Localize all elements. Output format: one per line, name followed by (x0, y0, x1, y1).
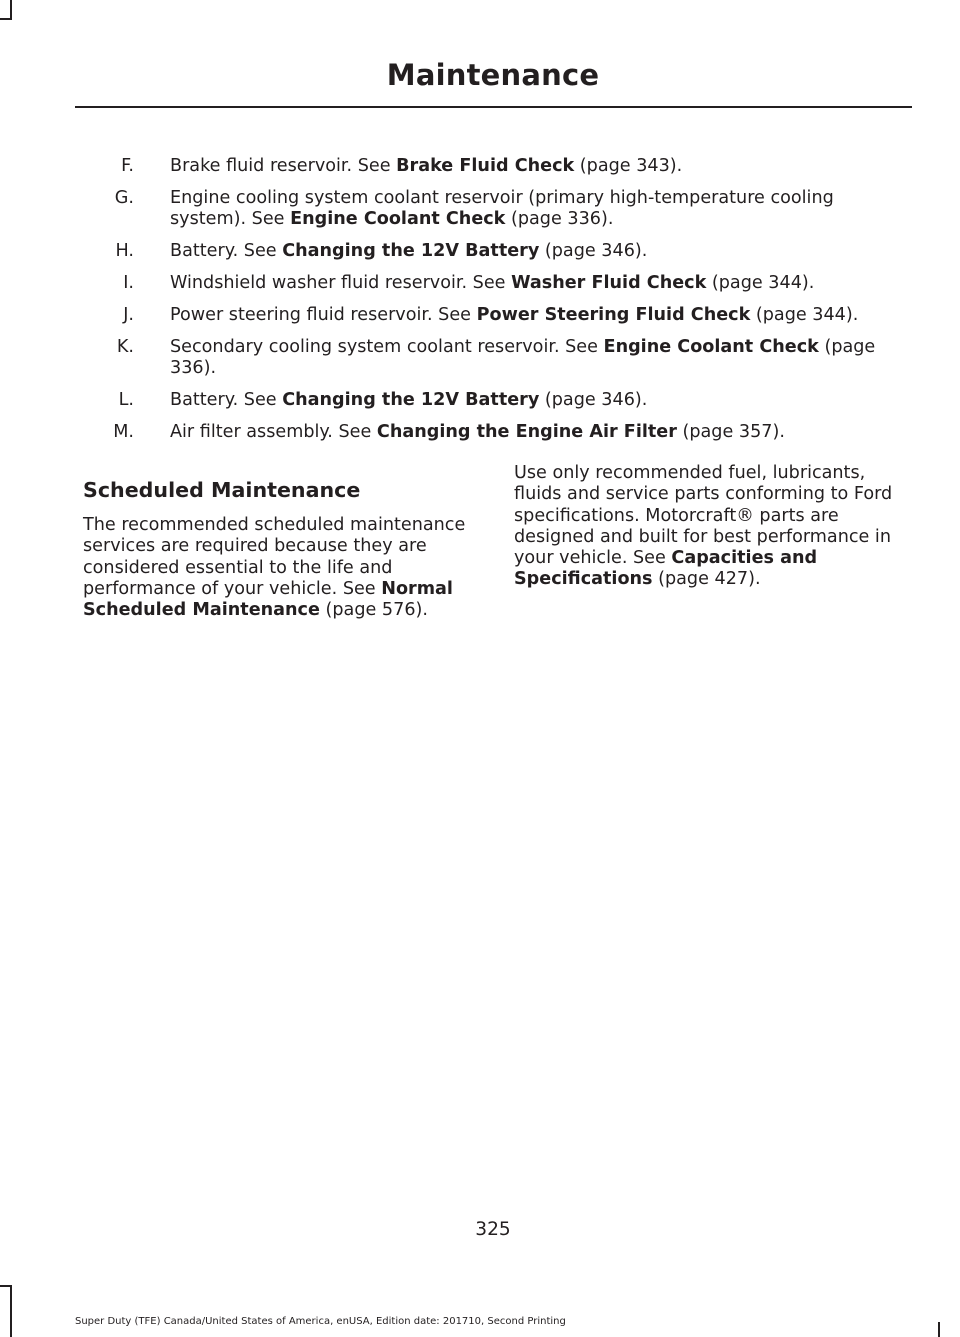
item-text-plain: Engine cooling system coolant reservoir (primary high-temperature cooling system). See (170, 188, 834, 229)
item-text (170, 422, 912, 443)
item-text-plain: Windshield washer fluid reservoir. See (170, 273, 512, 293)
header-rule (75, 106, 912, 108)
item-text (170, 241, 912, 262)
paragraph-page-ref: (page 427). (652, 569, 761, 590)
list-item (90, 273, 912, 294)
crop-mark (10, 0, 12, 20)
item-page-ref: (page 344). (750, 305, 859, 325)
item-text (170, 390, 912, 411)
paragraph (83, 515, 476, 621)
item-letter: G. (114, 188, 134, 208)
paragraph-text: The recommended scheduled maintenance services are required because they are considered essential to the life and performance of your vehicle. See (83, 515, 466, 599)
list-item (90, 390, 912, 411)
item-letter: F. (121, 156, 134, 176)
item-letter: M. (113, 422, 134, 442)
crop-mark (938, 1322, 940, 1337)
item-text-plain: Secondary cooling system coolant reservoir. See (170, 337, 604, 357)
page-title: Maintenance (386, 58, 600, 92)
item-text-plain: Battery. See (170, 241, 283, 261)
list-item (90, 305, 912, 326)
crop-mark (0, 1285, 12, 1287)
crop-mark (10, 1285, 12, 1337)
paragraph (514, 463, 912, 591)
item-text (170, 273, 912, 294)
item-link[interactable]: Changing the Engine Air Filter (376, 422, 677, 442)
crop-mark (0, 18, 12, 20)
item-link[interactable]: Engine Coolant Check (603, 337, 819, 357)
item-letter: J. (123, 305, 134, 325)
list-item (90, 156, 912, 177)
item-link[interactable]: Brake Fluid Check (396, 156, 575, 176)
item-letter: H. (115, 241, 134, 261)
paragraph-page-ref: (page 576). (319, 600, 428, 621)
page-number: 325 (475, 1219, 511, 1240)
list-item (90, 337, 912, 379)
item-link[interactable]: Changing the 12V Battery (282, 390, 540, 410)
item-link[interactable]: Changing the 12V Battery (282, 241, 540, 261)
list-item (90, 188, 912, 230)
item-text-plain: Air filter assembly. See (170, 422, 377, 442)
item-page-ref: (page 346). (539, 390, 648, 410)
item-page-ref: (page 344). (706, 273, 815, 293)
item-letter: K. (116, 337, 134, 357)
item-page-ref: (page 343). (574, 156, 683, 176)
item-page-ref: (page 357). (676, 422, 785, 442)
item-text (170, 305, 912, 326)
item-link[interactable]: Engine Coolant Check (290, 209, 506, 229)
list-item (90, 241, 912, 262)
item-text (170, 188, 912, 230)
paragraph-text: Use only recommended fuel, lubricants, fluids and service parts conforming to Ford specifications. Motorcraft® parts are designed and built for best performance in your vehicle. See (514, 463, 893, 569)
item-link[interactable]: Power Steering Fluid Check (476, 305, 751, 325)
item-page-ref: (page 336). (170, 337, 876, 378)
item-letter: L. (118, 390, 134, 410)
section-heading: Scheduled Maintenance (83, 478, 361, 502)
right-column (514, 463, 912, 591)
item-text (170, 337, 912, 379)
footer-text: Super Duty (TFE) Canada/United States of America, enUSA, Edition date: 201710, Second Printing (75, 1316, 566, 1327)
item-text (170, 156, 912, 177)
left-column (83, 477, 476, 621)
list-item (90, 422, 912, 443)
component-list (90, 156, 912, 454)
item-page-ref: (page 346). (539, 241, 648, 261)
item-letter: I. (123, 273, 134, 293)
item-link[interactable]: Washer Fluid Check (511, 273, 707, 293)
item-text-plain: Brake fluid reservoir. See (170, 156, 397, 176)
item-text-plain: Power steering fluid reservoir. See (170, 305, 477, 325)
paragraph-link[interactable]: Capacities and Specifications (514, 548, 818, 590)
paragraph-link[interactable]: Normal Scheduled Maintenance (83, 578, 453, 621)
item-page-ref: (page 336). (505, 209, 614, 229)
item-text-plain: Battery. See (170, 390, 283, 410)
